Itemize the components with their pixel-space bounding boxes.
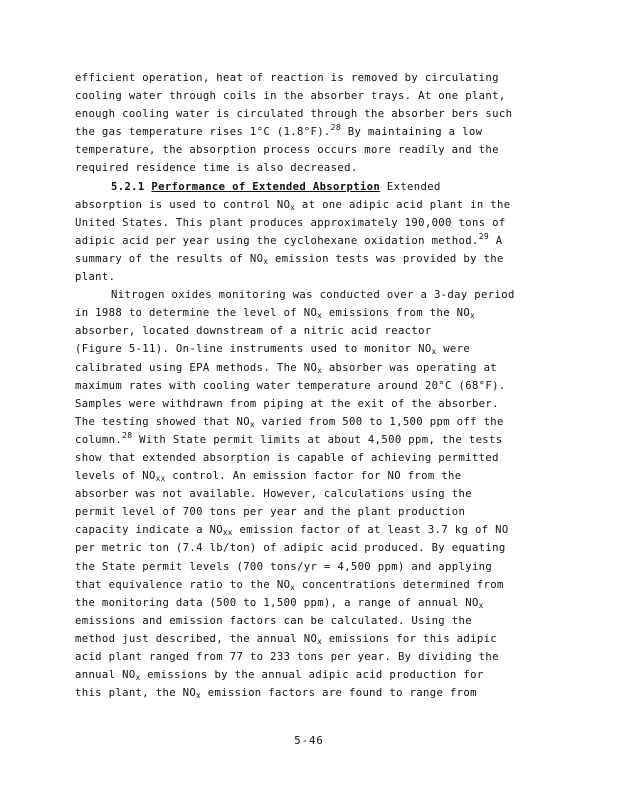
text-line: temperature, the absorption process occurs more readily and the [75, 144, 499, 157]
text-line [75, 431, 545, 449]
subscript: x [431, 347, 437, 357]
text-line [75, 666, 545, 684]
text-line: show that extended absorption is capable of achieving permitted [75, 451, 499, 464]
text-run: The testing showed that NO [75, 415, 250, 428]
subscript: x [470, 311, 475, 321]
text-line: plant. [75, 271, 116, 284]
text-line [75, 413, 545, 431]
text-line [75, 684, 545, 702]
text-run: the gas temperature rises 1°C (1.8°F). [75, 126, 331, 139]
text-run: emissions from the NO [322, 307, 471, 320]
subscript: x [196, 691, 201, 701]
section-number: 5.2.1 [111, 180, 145, 193]
text-line: per metric ton (7.4 lb/ton) of adipic acid produced. By equating [75, 542, 506, 555]
text-run: method just described, the annual NO [75, 632, 318, 645]
text-line: required residence time is also decreased. [75, 162, 358, 175]
page-number: 5-46 [294, 735, 324, 747]
text-line [75, 521, 545, 539]
section-heading-line [75, 178, 545, 196]
text-run: emission factor of at least 3.7 kg of NO [232, 524, 509, 537]
text-run: in 1988 to determine the level of NO [75, 307, 318, 320]
text-run: emissions for this adipic [322, 632, 498, 645]
reference-number: 29 [478, 231, 490, 241]
text-run: concentrations determined from [295, 578, 504, 591]
subscript: x [290, 202, 296, 212]
text-run: were [436, 343, 471, 356]
subscript: x [249, 419, 255, 429]
text-run: at one adipic acid plant in the [295, 198, 511, 211]
text-run: adipic acid per year using the cyclohexane oxidation method. [75, 234, 479, 247]
text-run: emissions by the annual adipic acid production for [140, 669, 484, 682]
text-run: summary of the results of NO [75, 252, 264, 265]
text-run: that equivalence ratio to the NO [75, 578, 291, 591]
text-line [75, 594, 545, 612]
text-run: calibrated using EPA methods. The NO [75, 361, 318, 374]
text-line [75, 467, 545, 485]
text-line [75, 123, 545, 141]
subscript: xx [223, 528, 233, 538]
text-run: With State permit limits at about 4,500 ppm, the tests [132, 433, 503, 446]
text-run: absorption is used to control NO [75, 198, 291, 211]
text-line [75, 232, 545, 250]
text-line: maximum rates with cooling water temperature around 20°C (68°F). [75, 379, 506, 392]
reference-number: 28 [330, 123, 342, 133]
subscript: x [263, 256, 269, 266]
text-line: acid plant ranged from 77 to 233 tons per year. By dividing the [75, 651, 499, 663]
text-line: efficient operation, heat of reaction is removed by circulating [75, 72, 499, 84]
text-run: absorber was operating at [322, 361, 498, 374]
subscript: xx [155, 474, 166, 484]
text-run: emission factors are found to range from [200, 687, 477, 700]
text-run: capacity indicate a NO [75, 524, 224, 537]
subscript: x [317, 636, 323, 646]
text-line [75, 304, 545, 322]
text-line: cooling water through coils in the absorber trays. At one plant, [75, 90, 506, 103]
subscript: x [478, 600, 484, 610]
text-run: the monitoring data (500 to 1,500 ppm), a range of annual NO [75, 596, 479, 609]
text-run: A [489, 234, 503, 247]
section-title: Performance of Extended Absorption [151, 180, 381, 193]
text-line [75, 359, 545, 377]
subscript: x [317, 311, 323, 321]
text-line: emissions and emission factors can be calculated. Using the [75, 614, 472, 627]
text-run: By maintaining a low [341, 126, 483, 139]
subscript: x [290, 582, 296, 592]
reference-number: 28 [122, 430, 133, 440]
text-run: (Figure 5-11). On-line instruments used to monitor NO [75, 343, 432, 356]
text-line [75, 630, 545, 648]
subscript: x [135, 673, 141, 683]
text-line: the State permit levels (700 tons/yr = 4,500 ppm) and applying [75, 560, 493, 573]
text-line: absorber, located downstream of a nitric acid reactor [75, 325, 432, 338]
text-line [75, 576, 545, 594]
text-line: enough cooling water is circulated through the absorber bers such [75, 108, 513, 121]
text-line: permit level of 700 tons per year and the plant production [75, 506, 466, 519]
body-text [75, 69, 545, 702]
subscript: x [317, 365, 323, 375]
text-line: United States. This plant produces approximately 190,000 tons of [75, 216, 506, 229]
text-line: Nitrogen oxides monitoring was conducted over a 3-day period [111, 289, 515, 302]
text-line [75, 196, 545, 214]
text-line [75, 340, 545, 358]
text-run: control. An emission factor for NO from the [165, 470, 462, 483]
text-run: emission tests was provided by the [268, 252, 504, 265]
text-line [75, 250, 545, 268]
text-run: column. [75, 433, 123, 446]
text-run: Extended [380, 180, 441, 193]
text-line: absorber was not available. However, calculations using the [75, 488, 472, 501]
text-run: this plant, the NO [75, 687, 197, 700]
text-line: Samples were withdrawn from piping at the exit of the absorber. [75, 397, 499, 410]
text-run: levels of NO [75, 470, 156, 483]
text-run: varied from 500 to 1,500 ppm off the [254, 415, 504, 428]
text-run: annual NO [75, 669, 136, 682]
